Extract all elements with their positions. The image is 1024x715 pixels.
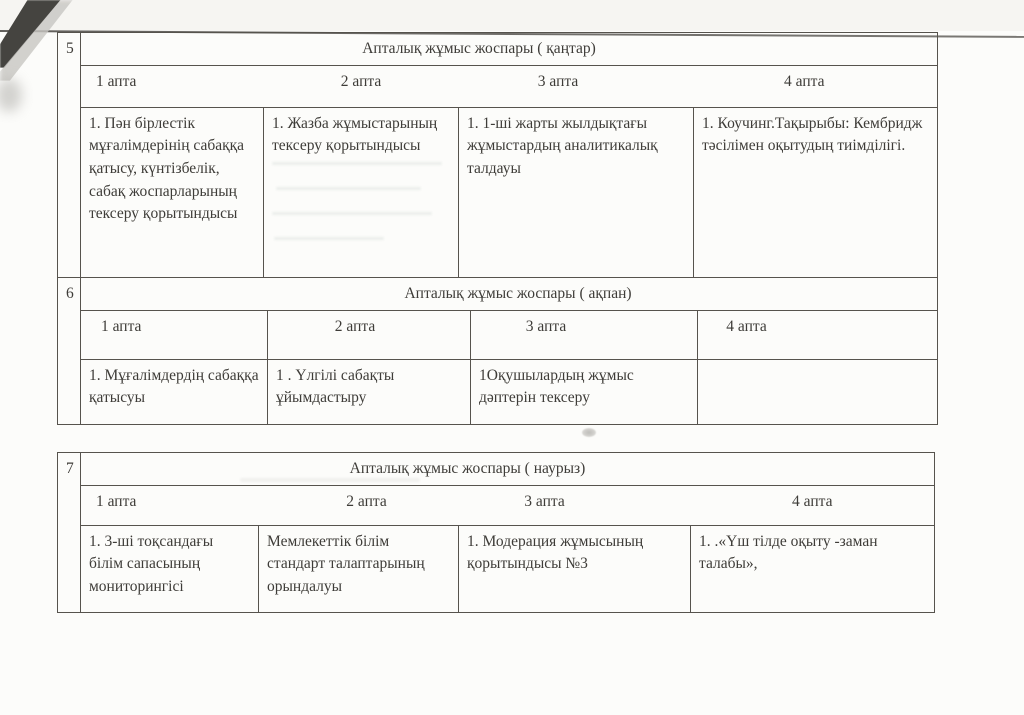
week-header: 4 апта [691, 485, 935, 525]
plan-cell: 1. 3-ші тоқсандағы білім сапасының мониторингісі [81, 525, 259, 612]
week-header: 2 апта [268, 310, 471, 359]
plan-cell: 1. Мұғалімдердің сабаққа қатысуы [81, 359, 268, 424]
plan-cell: 1. Пән бірлестік мұғалімдерінің сабаққа қатысу, күнтізбелік, сабақ жоспарларының тексеру қорытындысы [81, 107, 264, 277]
plan-cell: 1 . Үлгілі сабақты ұйымдастыру [268, 359, 471, 424]
weekly-plan-table-march [57, 452, 935, 613]
plan-cell: 1. 1-ші жарты жылдықтағы жұмыстардың аналитикалық талдауы [459, 107, 694, 277]
week-header: 1 апта [81, 485, 259, 525]
table-title: Апталық жұмыс жоспары ( ақпан) [81, 278, 938, 311]
corner-smudge [0, 78, 22, 112]
plan-cell: 1. .«Үш тілде оқыту -заман талабы», [691, 525, 935, 612]
table-title: Апталық жұмыс жоспары ( наурыз) [81, 453, 935, 486]
week-header: 1 апта [81, 65, 264, 107]
week-header: 3 апта [459, 485, 691, 525]
weekly-plan-table-february [57, 277, 938, 425]
plan-cell: 1. Жазба жұмыстарының тексеру қорытындысы [264, 107, 459, 277]
plan-cell: 1. Модерация жұмысының қорытындысы №3 [459, 525, 691, 612]
table-title: Апталық жұмыс жоспары ( қаңтар) [81, 33, 938, 66]
week-header: 3 апта [471, 310, 698, 359]
week-header: 2 апта [264, 65, 459, 107]
bleed-through-text [272, 162, 457, 250]
row-number: 5 [58, 33, 81, 278]
week-header: 4 апта [694, 65, 938, 107]
row-number: 7 [58, 453, 81, 613]
week-header: 1 апта [81, 310, 268, 359]
week-header: 4 апта [698, 310, 938, 359]
plan-cell [698, 359, 938, 424]
row-number: 6 [58, 278, 81, 425]
scan-background-strip [0, 0, 1024, 31]
plan-cell: Мемлекеттік білім стандарт талаптарының орындалуы [259, 525, 459, 612]
plan-cell: 1Оқушылардың жұмыс дәптерін тексеру [471, 359, 698, 424]
ink-smudge [582, 428, 596, 437]
bleed-through-smudge [240, 478, 420, 482]
week-header: 2 апта [259, 485, 459, 525]
week-header: 3 апта [459, 65, 694, 107]
weekly-plan-table-january [57, 32, 938, 278]
plan-cell: 1. Коучинг.Тақырыбы: Кембридж тәсілімен оқытудың тиімділігі. [694, 107, 938, 277]
